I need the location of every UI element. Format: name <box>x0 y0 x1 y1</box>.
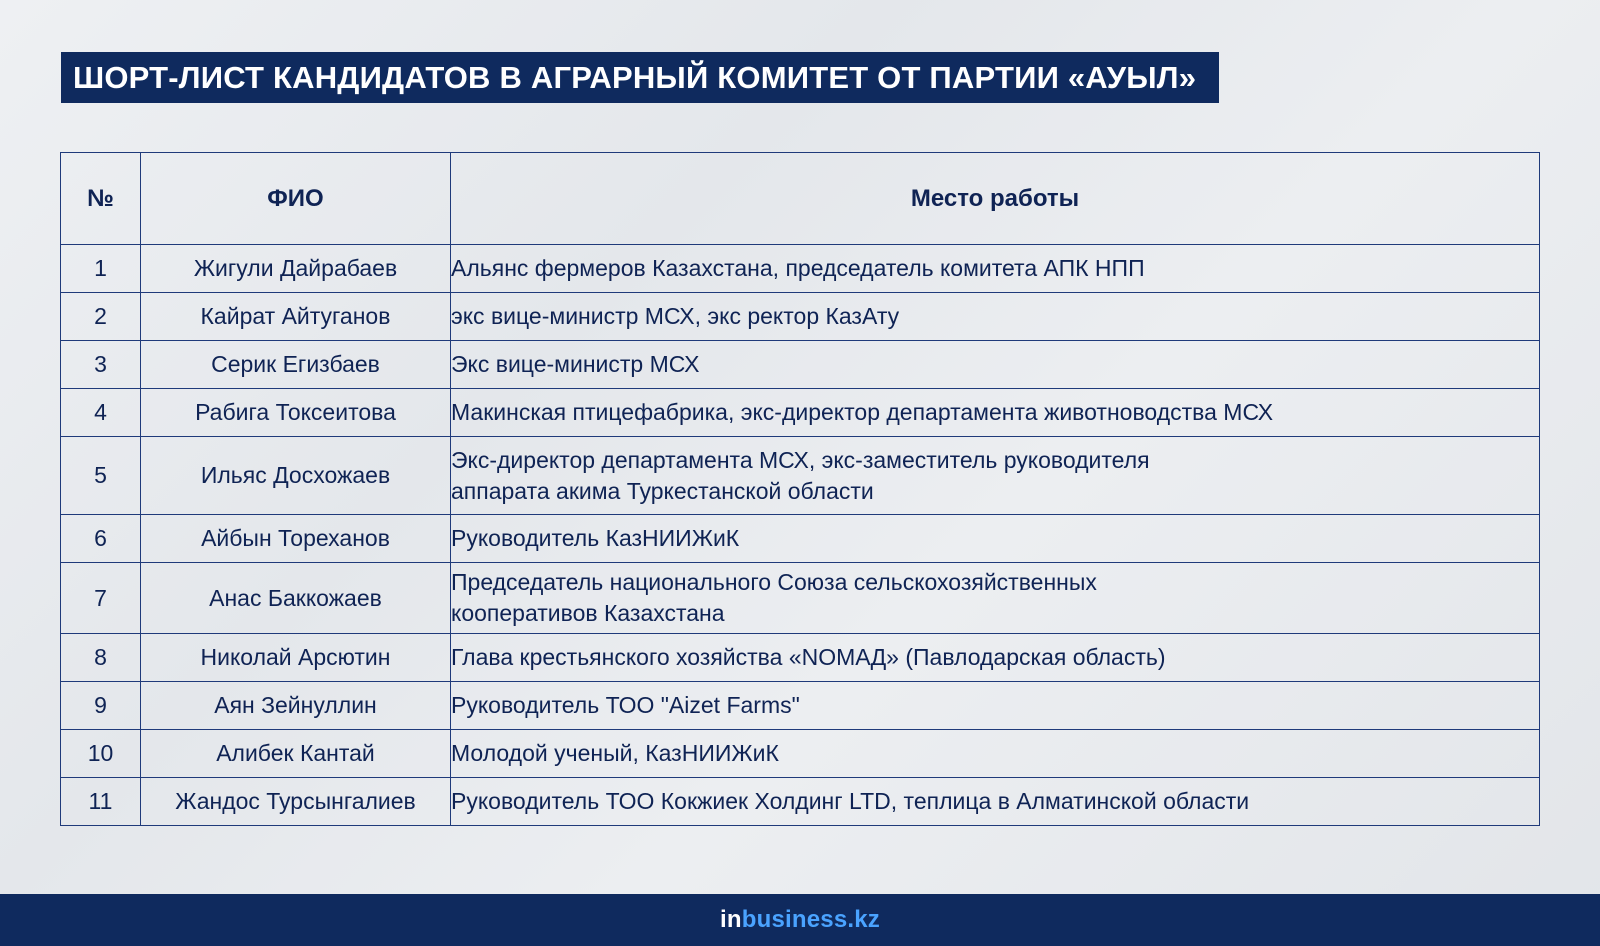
workplace-line: Молодой ученый, КазНИИЖиК <box>451 740 779 766</box>
row-full-name: Серик Егизбаев <box>141 341 451 389</box>
workplace-line: Руководитель КазНИИЖиК <box>451 525 740 551</box>
row-workplace <box>451 634 1540 682</box>
row-number: 6 <box>61 515 141 563</box>
table-row <box>61 437 1540 515</box>
workplace-line: Экс вице-министр МСХ <box>451 351 700 377</box>
row-full-name: Айбын Тореханов <box>141 515 451 563</box>
header-number: № <box>61 153 141 245</box>
workplace-line: Альянс фермеров Казахстана, председатель комитета АПК НПП <box>451 255 1145 281</box>
row-number: 3 <box>61 341 141 389</box>
row-number: 2 <box>61 293 141 341</box>
row-workplace <box>451 389 1540 437</box>
table-row <box>61 515 1540 563</box>
workplace-line: Руководитель ТОО Кокжиек Холдинг LTD, теплица в Алматинской области <box>451 788 1250 814</box>
row-number: 5 <box>61 437 141 515</box>
candidates-table <box>60 152 1540 826</box>
header-full-name: ФИО <box>141 153 451 245</box>
table-row <box>61 730 1540 778</box>
row-workplace <box>451 341 1540 389</box>
page-title: ШОРТ-ЛИСТ КАНДИДАТОВ В АГРАРНЫЙ КОМИТЕТ ОТ ПАРТИИ «АУЫЛ» <box>61 52 1219 103</box>
row-full-name: Ильяс Досхожаев <box>141 437 451 515</box>
row-full-name: Николай Арсютин <box>141 634 451 682</box>
row-full-name: Жандос Турсынгалиев <box>141 778 451 826</box>
table-row <box>61 778 1540 826</box>
table-row <box>61 341 1540 389</box>
row-number: 9 <box>61 682 141 730</box>
footer-bar <box>0 894 1600 946</box>
row-number: 10 <box>61 730 141 778</box>
workplace-line: Глава крестьянского хозяйства «NOMAД» (Павлодарская область) <box>451 644 1166 670</box>
row-workplace <box>451 682 1540 730</box>
workplace-line: аппарата акима Туркестанской области <box>451 477 874 504</box>
row-number: 4 <box>61 389 141 437</box>
row-number: 11 <box>61 778 141 826</box>
table-row <box>61 245 1540 293</box>
workplace-line: Экс-директор департамента МСХ, экс-заместитель руководителя <box>451 446 1150 473</box>
row-workplace <box>451 730 1540 778</box>
table-row <box>61 682 1540 730</box>
table-row <box>61 563 1540 634</box>
table-row <box>61 293 1540 341</box>
row-number: 7 <box>61 563 141 634</box>
row-workplace <box>451 563 1540 634</box>
row-workplace <box>451 515 1540 563</box>
row-workplace <box>451 437 1540 515</box>
row-full-name: Алибек Кантай <box>141 730 451 778</box>
row-full-name: Анас Баккожаев <box>141 563 451 634</box>
workplace-line: Руководитель ТОО "Aizet Farms" <box>451 692 800 718</box>
table-row <box>61 389 1540 437</box>
workplace-line: Председатель национального Союза сельскохозяйственных <box>451 569 1097 595</box>
inbusiness-logo[interactable] <box>720 906 880 934</box>
row-full-name: Кайрат Айтуганов <box>141 293 451 341</box>
row-full-name: Аян Зейнуллин <box>141 682 451 730</box>
row-full-name: Рабига Токсеитова <box>141 389 451 437</box>
table-row <box>61 634 1540 682</box>
row-number: 8 <box>61 634 141 682</box>
logo-domain: business.kz <box>741 906 880 933</box>
table-header-row <box>61 153 1540 245</box>
row-number: 1 <box>61 245 141 293</box>
workplace-line: кооперативов Казахстана <box>451 600 725 626</box>
workplace-line: экс вице-министр МСХ, экс ректор КазАту <box>451 303 900 329</box>
row-full-name: Жигули Дайрабаев <box>141 245 451 293</box>
workplace-line: Макинская птицефабрика, экс-директор департамента животноводства МСХ <box>451 399 1274 425</box>
row-workplace <box>451 778 1540 826</box>
row-workplace <box>451 293 1540 341</box>
header-workplace: Место работы <box>451 153 1540 245</box>
row-workplace <box>451 245 1540 293</box>
logo-prefix: in <box>720 906 742 933</box>
